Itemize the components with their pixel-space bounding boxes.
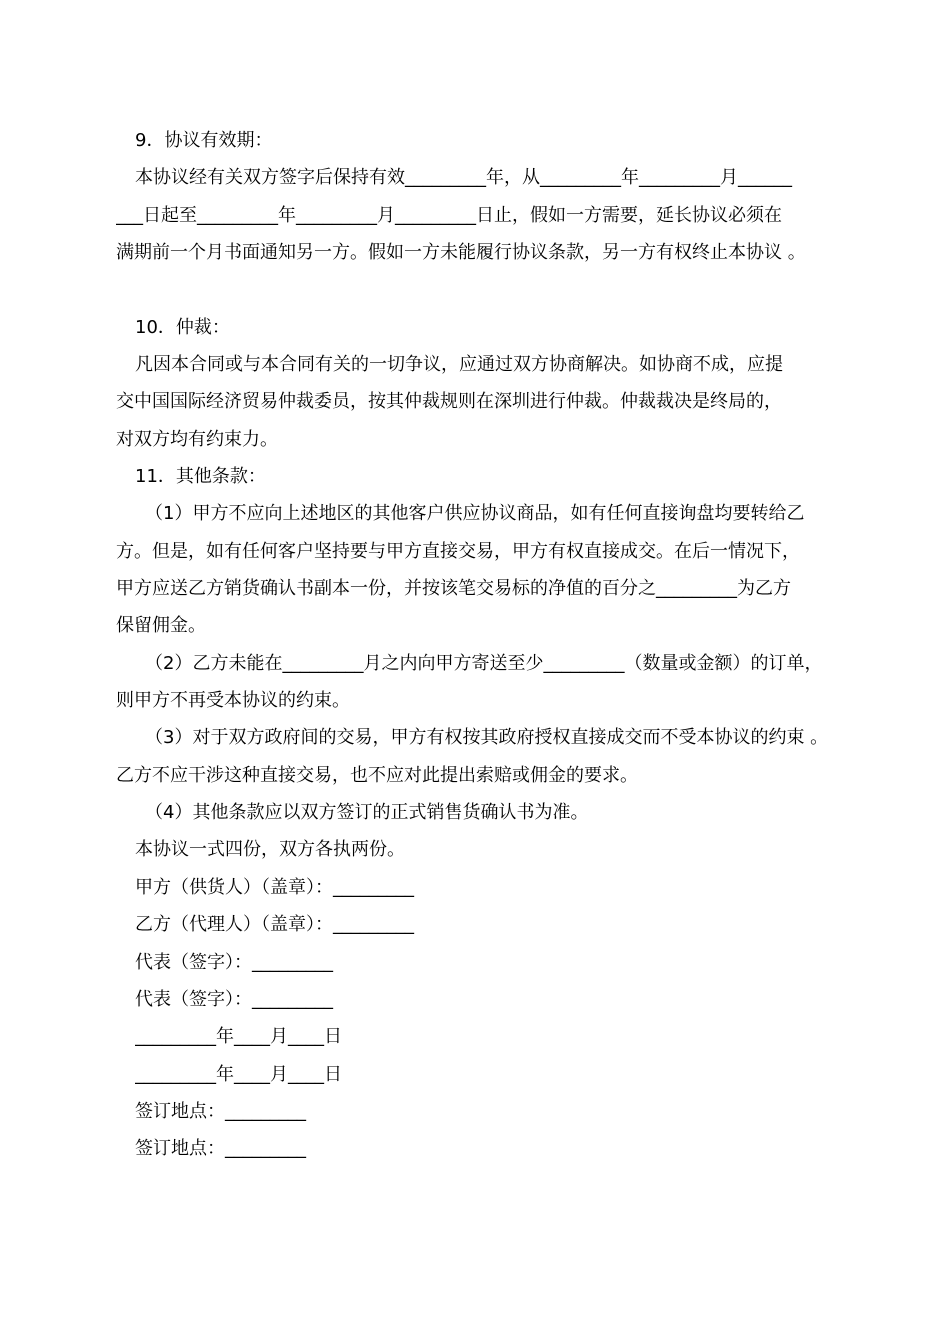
signing-place-1: 签订地点：_________ [135,1101,306,1122]
signing-date-2: _________年____月____日 [135,1064,342,1085]
section-9-line-2: ___日起至_________年_________月_________日止，假如一方需要，延长协议必须在 [116,205,782,226]
section-9-line-3: 满期前一个月书面通知另一方。假如一方未能履行协议条款，另一方有权终止本协议 。 [116,242,806,263]
clause-2-line-2: 则甲方不再受本协议的约束。 [116,690,350,711]
copies-statement: 本协议一式四份，双方各执两份。 [135,839,405,860]
clause-4-line: （4）其他条款应以双方签订的正式销售货确认书为准。 [145,802,589,823]
signing-place-2: 签订地点：_________ [135,1138,306,1159]
section-10-line-3: 对双方均有约束力。 [116,429,278,450]
section-11-heading: 11．其他条款： [135,466,266,487]
section-10-line-2: 交中国国际经济贸易仲裁委员，按其仲裁规则在深圳进行仲裁。仲裁裁决是终局的， [116,391,782,412]
clause-1-line-3: 甲方应送乙方销货确认书副本一份，并按该笔交易标的净值的百分之_________为乙方 [116,578,791,599]
signing-date-1: _________年____月____日 [135,1026,342,1047]
section-10-heading: 10．仲裁： [135,317,230,338]
section-9-heading: 9．协议有效期： [135,130,273,151]
clause-1-line-1: （1）甲方不应向上述地区的其他客户供应协议商品，如有任何直接询盘均要转给乙 [145,503,805,524]
clause-3-line-2: 乙方不应干涉这种直接交易，也不应对此提出索赔或佣金的要求。 [116,765,638,786]
clause-1-line-2: 方。但是，如有任何客户坚持要与甲方直接交易，甲方有权直接成交。在后一情况下， [116,541,800,562]
party-a-seal: 甲方（供货人）（盖章）：_________ [135,877,414,898]
party-b-seal: 乙方（代理人）（盖章）：_________ [135,914,414,935]
representative-signature-2: 代表（签字）：_________ [135,989,333,1010]
section-9-line-1: 本协议经有关双方签字后保持有效_________年，从_________年_________月______ [135,167,792,188]
representative-signature-1: 代表（签字）：_________ [135,952,333,973]
clause-3-line-1: （3）对于双方政府间的交易，甲方有权按其政府授权直接成交而不受本协议的约束 。 [145,727,829,748]
clause-1-line-4: 保留佣金。 [116,615,206,636]
clause-2-line-1: （2）乙方未能在_________月之内向甲方寄送至少_________（数量或金额）的订单， [145,653,823,674]
section-10-line-1: 凡因本合同或与本合同有关的一切争议，应通过双方协商解决。如协商不成，应提 [135,354,783,375]
